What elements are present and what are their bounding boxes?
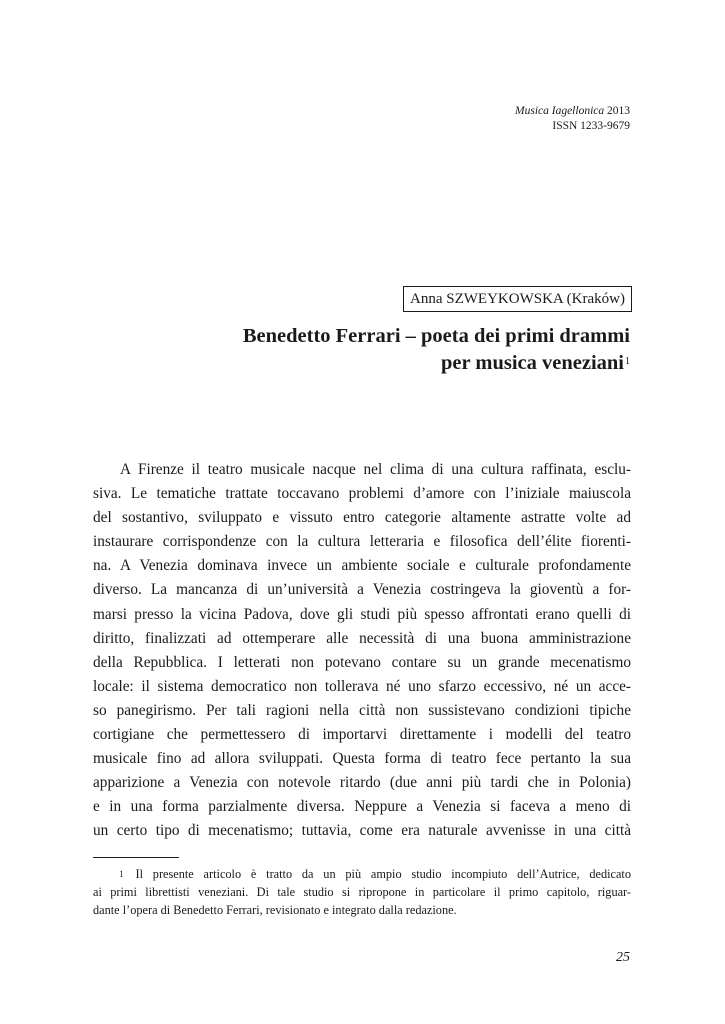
- journal-issn: ISSN 1233-9679: [552, 120, 630, 132]
- title-line-1: Benedetto Ferrari – poeta dei primi drammi: [242, 325, 630, 347]
- body-line: diritto, finalizzati ad ottemperare alle necessità di una buona amministrazione: [93, 629, 631, 647]
- article-title: [243, 323, 630, 377]
- journal-name: Musica Iagellonica: [515, 105, 605, 117]
- footnote-mark: 1: [119, 869, 124, 879]
- journal-year: 2013: [607, 105, 630, 117]
- body-line: locale: il sistema democratico non tollerava né uno sfarzo eccessivo, né un acce-: [93, 677, 631, 695]
- body-line: siva. Le tematiche trattate toccavano problemi d’amore con l’iniziale maiuscola: [93, 485, 631, 503]
- title-line-2-text: per musica veneziani: [441, 352, 624, 374]
- body-line: della Repubblica. I letterati non potevano contare su un grande mecenatismo: [93, 653, 631, 671]
- body-line: marsi presso la vicina Padova, dove gli studi più spesso affrontati erano quelli di: [93, 605, 631, 623]
- body-line: e in una forma parzialmente diversa. Neppure a Venezia si faceva a meno di: [93, 798, 631, 816]
- footnote-divider: [93, 857, 179, 858]
- title-line-2: [243, 350, 630, 377]
- footnote-line-text: Il presente articolo è tratto da un più ampio studio incompiuto dell’Autrice, dedicato: [135, 867, 631, 881]
- body-line: instaurare corrispondenze con la cultura letteraria e filosofica dell’élite fiorenti-: [93, 533, 631, 551]
- journal-citation: [515, 104, 630, 119]
- footnote-line: [93, 866, 631, 884]
- journal-header: [515, 104, 630, 134]
- footnote: [93, 866, 631, 919]
- body-line: na. A Venezia dominava invece un ambiente sociale e culturale profondamente: [93, 557, 631, 575]
- body-line: musicale fino ad allora sviluppati. Questa forma di teatro fece pertanto la sua: [93, 750, 631, 768]
- body-line: apparizione a Venezia con notevole ritardo (due anni più tardi che in Polonia): [93, 774, 631, 792]
- body-line: del sostantivo, sviluppato e vissuto entro categorie altamente astratte volte ad: [93, 509, 631, 527]
- body-line: cortigiane che permettessero di importarvi direttamente i modelli del teatro: [93, 726, 631, 744]
- author-box: Anna SZWEYKOWSKA (Kraków): [403, 286, 632, 312]
- body-line: un certo tipo di mecenatismo; tuttavia, come era naturale avvenisse in una città: [93, 822, 631, 840]
- page-number: 25: [616, 950, 630, 965]
- body-line: A Firenze il teatro musicale nacque nel clima di una cultura raffinata, esclu-: [120, 461, 631, 478]
- footnote-line: ai primi librettisti veneziani. Di tale studio si ripropone in particolare il primo capitolo, riguar-: [93, 884, 631, 899]
- footnote-line: dante l’opera di Benedetto Ferrari, revisionato e integrato dalla redazione.: [93, 902, 457, 917]
- title-footnote-mark: 1: [625, 356, 630, 367]
- body-line: diverso. La mancanza di un’università a Venezia costringeva la gioventù a for-: [93, 581, 631, 599]
- body-paragraph: [93, 458, 631, 844]
- body-line: so panegirismo. Per tali ragioni nella città non sussistevano condizioni tipiche: [93, 701, 631, 719]
